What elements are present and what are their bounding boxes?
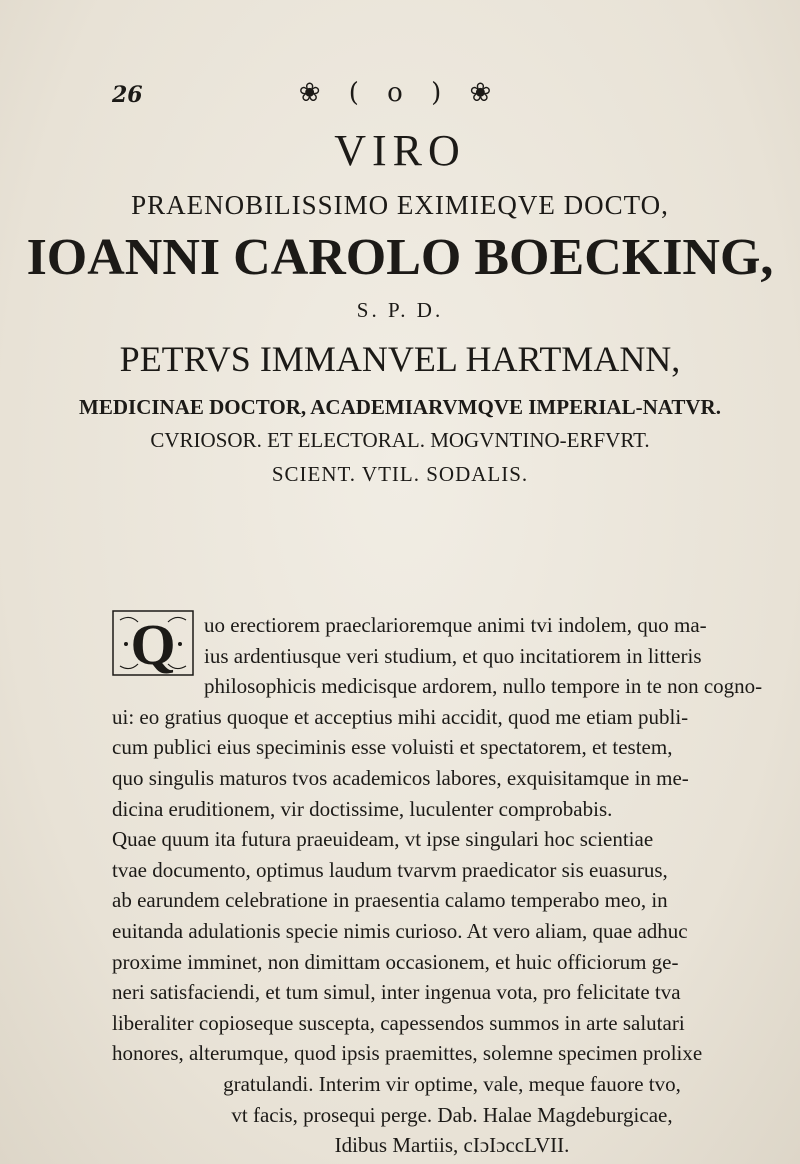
header-ornament: ❀ ( o ) ❀ [298,78,502,108]
author-title-line-2: CVRIOSOR. ET ELECTORAL. MOGVNTINO-ERFVRT. [150,428,650,452]
text-line: quo singulis maturos tvos academicos labores, exquisitamque in me- [112,765,689,790]
drop-cap-letter: Q [130,612,176,677]
text-line: philosophicis medicisque ardorem, nullo tempore in te non cogno- [204,674,763,699]
text-line: vt facis, prosequi perge. Dab. Halae Magdeburgicae, [231,1102,673,1127]
addressee-name: IOANNI CAROLO BOECKING, [26,229,774,286]
text-line: uo erectiorem praeclarioremque animi tvi indolem, quo ma- [204,613,707,637]
text-line: honores, alterumque, quod ipsis praemittes, solemne specimen prolixe [112,1041,703,1066]
dedication-epithet: PRAENOBILISSIMO EXIMIEQVE DOCTO, [131,190,669,220]
text-line: liberaliter copioseque suscepta, capessendos summos in arte salutari [112,1010,685,1035]
dedication-heading: VIRO [334,126,466,175]
author-name: PETRVS IMMANVEL HARTMANN, [119,339,681,379]
drop-cap-ornament-icon [110,608,196,678]
text-line: ui: eo gratius quoque et acceptius mihi accidit, quod me etiam publi- [112,704,689,729]
text-line: ius ardentiusque veri studium, et quo incitatiorem in litteris [204,643,702,668]
text-line: dicina eruditionem, vir doctissime, luculenter comprobabis. [112,796,613,821]
letter-body [112,610,792,1161]
text-line: Quae quum ita futura praeuideam, vt ipse singulari hoc scientiae [112,827,654,852]
closing-date: Idibus Martiis, cIɔIɔccLVII. [334,1133,570,1158]
page-number: 26 [112,82,143,108]
drop-cap [110,608,196,677]
text-line: euitanda adulationis specie nimis curioso. At vero aliam, quae adhuc [112,918,688,943]
text-line: neri satisfaciendi, et tum simul, inter ingenua vota, pro felicitate tva [112,980,681,1005]
author-title-line-3: SCIENT. VTIL. SODALIS. [271,462,529,486]
salutation: S. P. D. [356,298,444,322]
text-line: proxime imminet, non dimittam occasionem, et huic officiorum ge- [112,949,679,974]
text-line: ab earundem celebratione in praesentia calamo temperabo meo, in [112,888,668,913]
text-line: cum publici eius speciminis esse voluisti et spectatorem, et testem, [112,735,673,760]
text-line: tvae documento, optimus laudum tvarvm praedicator sis euasurus, [112,857,668,882]
text-line: gratulandi. Interim vir optime, vale, meque fauore tvo, [223,1071,681,1096]
author-title-line-1: MEDICINAE DOCTOR, ACADEMIARVMQVE IMPERIAL-NATVR. [79,395,721,419]
